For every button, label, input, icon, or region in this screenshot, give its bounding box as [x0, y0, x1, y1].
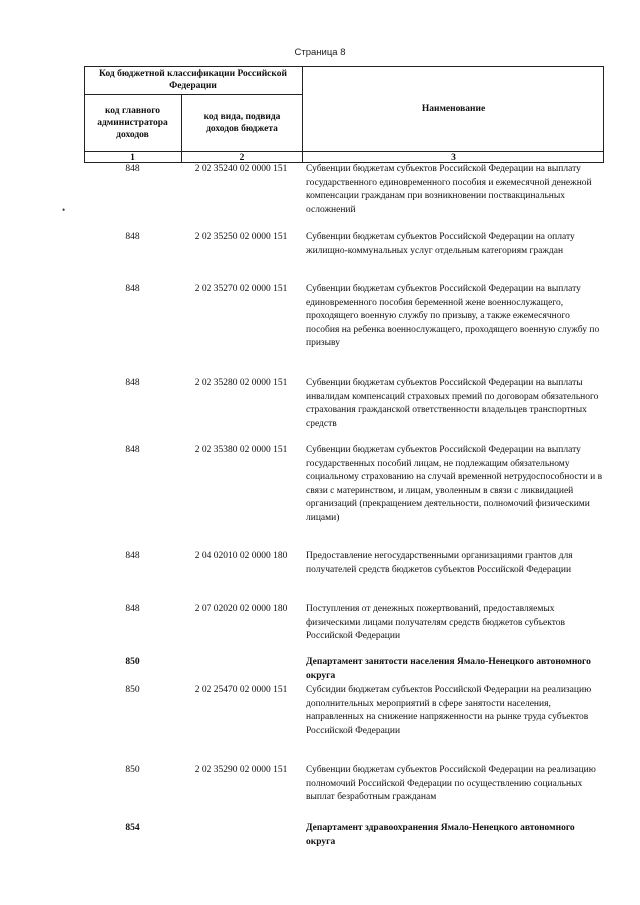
header-col1-title: код главного администратора доходов	[97, 106, 168, 140]
header-group-title: Код бюджетной классификации Российской Федерации	[99, 69, 287, 91]
revenue-code: 2 04 02010 02 0000 180	[194, 551, 288, 561]
revenue-name: Субвенции бюджетам субъектов Российской Федерации на выплаты инвалидам компенсаций страховых премий по договорам обязательного страхования гражданской ответственности владельцев транспортных средств	[306, 378, 599, 429]
admin-code: 848	[125, 284, 140, 294]
revenue-code: 2 02 35270 02 0000 151	[194, 284, 288, 294]
admin-code: 850	[125, 685, 140, 695]
header-col3-title: Наименование	[421, 103, 486, 114]
stray-scan-mark: •	[62, 205, 66, 215]
department-name: Департамент занятости населения Ямало-Ненецкого автономного округа	[306, 657, 591, 681]
revenue-name: Субвенции бюджетам субъектов Российской Федерации на реализацию полномочий Российской Федерации по осуществлению социальных выплат безработным гражданам	[306, 765, 596, 803]
revenue-code: 2 02 25470 02 0000 151	[194, 685, 288, 695]
revenue-code: 2 02 35280 02 0000 151	[194, 378, 288, 388]
admin-code: 848	[125, 232, 140, 242]
revenue-name: Поступления от денежных пожертвований, предоставляемых физическими лицами получателям средств бюджетов субъектов Российской Федерации	[306, 604, 565, 642]
admin-code: 850	[125, 765, 140, 775]
revenue-name: Субвенции бюджетам субъектов Российской Федерации на выплату государственного единовременного пособия и ежемесячной денежной компенсации гражданам при возникновении поствакцинальных осложнений	[306, 164, 592, 215]
revenue-name: Предоставление негосударственными организациями грантов для получателей средств бюджетов субъектов Российской Федерации	[306, 551, 573, 575]
revenue-code: 2 02 35380 02 0000 151	[194, 445, 288, 455]
admin-code: 850	[125, 657, 140, 667]
header-colnum-1: 1	[130, 152, 135, 163]
revenue-code: 2 02 35290 02 0000 151	[194, 765, 288, 775]
revenue-name: Субсидии бюджетам субъектов Российской Федерации на реализацию дополнительных мероприятий в сфере занятости населения, направленных на снижение напряженности на рынке труда субъектов Российской Федерации	[306, 685, 592, 736]
admin-code: 848	[125, 445, 140, 455]
revenue-code: 2 07 02020 02 0000 180	[194, 604, 288, 614]
revenue-code: 2 02 35240 02 0000 151	[194, 164, 288, 174]
revenue-name: Субвенции бюджетам субъектов Российской Федерации на оплату жилищно-коммунальных услуг отдельным категориям граждан	[306, 232, 575, 256]
admin-code: 848	[125, 604, 140, 614]
revenue-name: Субвенции бюджетам субъектов Российской Федерации на выплату государственных пособий лицам, не подлежащим обязательному социальному страхованию на случай временной нетрудоспособности и в связи с материнством, и лицам, уволенным в связи с ликвидацией организаций (прекращением деятельности, полномочий физическими лицами)	[306, 445, 603, 523]
header-colnum-3: 3	[451, 152, 456, 163]
header-col2-title: код вида, подвида доходов бюджета	[203, 112, 281, 134]
revenue-code: 2 02 35250 02 0000 151	[194, 232, 288, 242]
admin-code: 854	[125, 823, 140, 833]
page-number-label: Страница 8	[294, 47, 346, 58]
admin-code: 848	[125, 378, 140, 388]
revenue-name: Субвенции бюджетам субъектов Российской Федерации на выплату единовременного пособия беременной жене военнослужащего, проходящего военную службу по призыву, а также ежемесячного пособия на ребенка военнослужащего, проходящего военную службу по призыву	[306, 284, 600, 349]
department-name: Департамент здравоохранения Ямало-Ненецкого автономного округа	[306, 823, 575, 847]
admin-code: 848	[125, 551, 140, 561]
header-colnum-2: 2	[239, 152, 245, 163]
admin-code: 848	[125, 164, 140, 174]
